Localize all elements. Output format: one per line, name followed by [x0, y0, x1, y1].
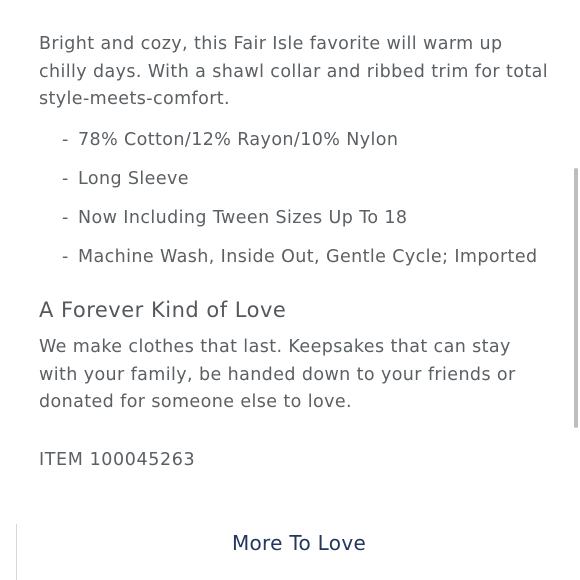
- scrollbar[interactable]: [573, 168, 580, 428]
- product-description: Bright and cozy, this Fair Isle favorite will warm up chilly days. With a shawl collar and ribbed trim for total style-meets-comfort.: [39, 34, 549, 109]
- feature-text: Machine Wash, Inside Out, Gentle Cycle; Imported: [78, 246, 538, 267]
- section-title: A Forever Kind of Love: [39, 298, 287, 322]
- feature-text: Long Sleeve: [78, 168, 189, 189]
- bullet-dash: -: [62, 129, 69, 150]
- bullet-dash: -: [62, 168, 69, 189]
- feature-text: 78% Cotton/12% Rayon/10% Nylon: [78, 129, 399, 150]
- item-number: ITEM 100045263: [39, 449, 196, 470]
- scrollbar-thumb[interactable]: [574, 168, 578, 428]
- feature-item: [62, 127, 549, 155]
- feature-item: [62, 244, 549, 272]
- more-to-love-button[interactable]: More To Love: [17, 528, 580, 558]
- feature-item: [62, 205, 549, 233]
- bullet-dash: -: [62, 246, 69, 267]
- feature-item: [62, 166, 549, 194]
- section-body: We make clothes that last. Keepsakes that can stay with your family, be handed down to your friends or donated for someone else to love.: [39, 337, 516, 412]
- product-details: [39, 31, 549, 470]
- bullet-dash: -: [62, 207, 69, 228]
- feature-text: Now Including Tween Sizes Up To 18: [78, 207, 408, 228]
- footer-bar: [16, 524, 580, 580]
- feature-list: [62, 127, 549, 272]
